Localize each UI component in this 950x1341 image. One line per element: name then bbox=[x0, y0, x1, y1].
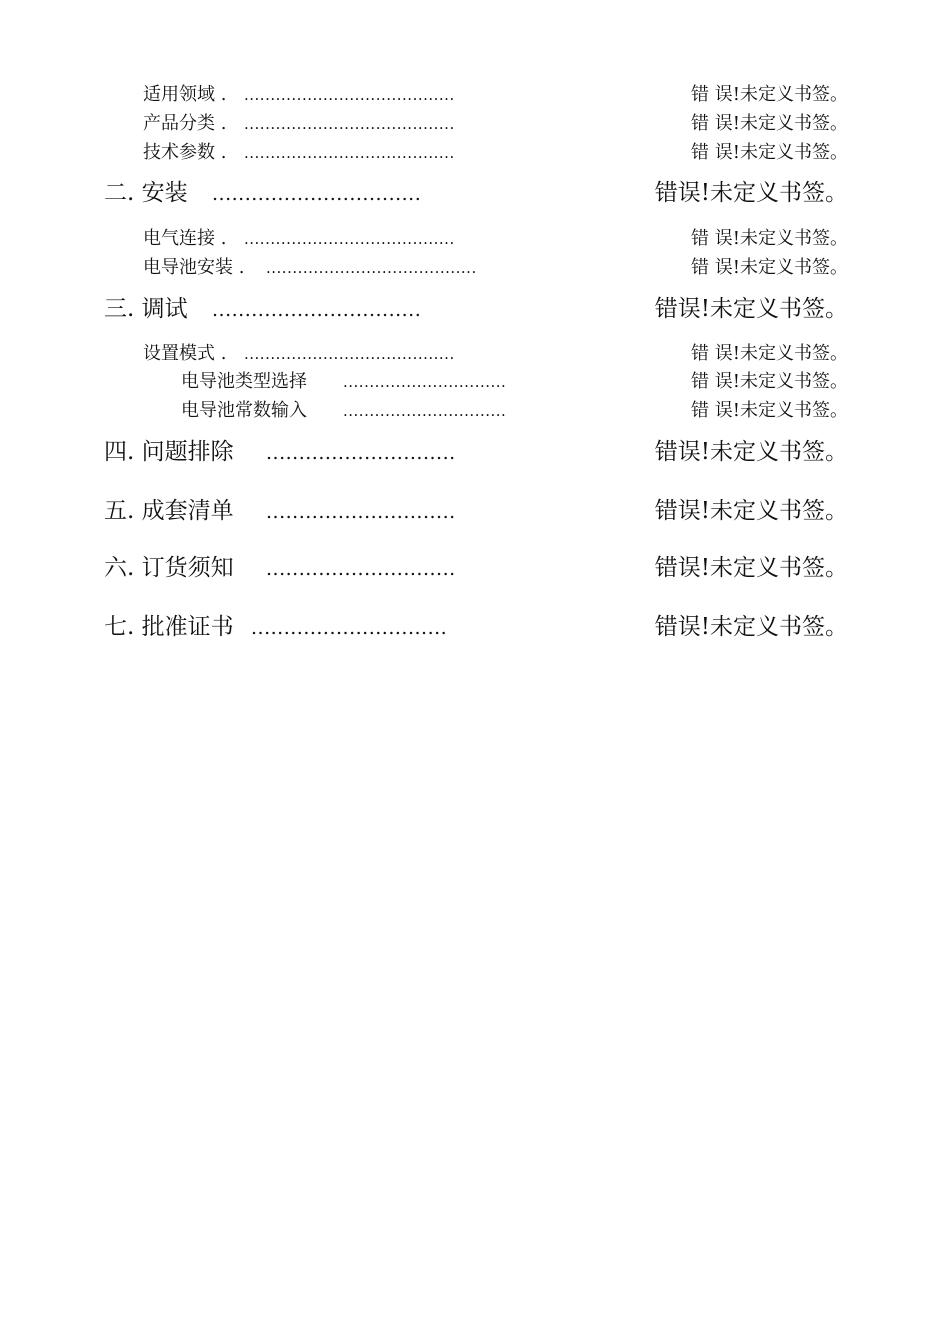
toc-entry-title: 三. 调试 bbox=[104, 296, 188, 322]
toc-chapter-installation[interactable] bbox=[0, 180, 950, 208]
toc-entry-title: 设置模式 . bbox=[143, 343, 227, 364]
toc-leader-dots: ............................... bbox=[343, 375, 507, 390]
toc-entry-cell-constant-input[interactable] bbox=[0, 398, 950, 426]
toc-page-ref: 错 误!未定义书签。 bbox=[691, 142, 848, 163]
toc-leader-dots: ................................ bbox=[212, 185, 422, 204]
toc-entry-title: 电导池类型选择 bbox=[181, 371, 307, 392]
toc-page-ref: 错误!未定义书签。 bbox=[654, 180, 848, 206]
toc-page-ref: 错 误!未定义书签。 bbox=[691, 257, 848, 278]
toc-page-ref: 错误!未定义书签。 bbox=[654, 555, 848, 581]
toc-page-ref: 错 误!未定义书签。 bbox=[691, 343, 848, 364]
toc-entry-title: 适用领域 . bbox=[143, 84, 227, 105]
toc-entry-title: 技术参数 . bbox=[143, 142, 227, 163]
toc-page-ref: 错 误!未定义书签。 bbox=[691, 113, 848, 134]
toc-entry-technical-parameters[interactable] bbox=[0, 140, 950, 168]
toc-entry-title: 六. 订货须知 bbox=[104, 555, 234, 581]
toc-leader-dots: ........................................ bbox=[244, 88, 455, 103]
toc-chapter-commissioning[interactable] bbox=[0, 296, 950, 324]
toc-entry-electrical-connection[interactable] bbox=[0, 226, 950, 254]
toc-entry-title: 五. 成套清单 bbox=[104, 498, 234, 524]
toc-entry-title: 四. 问题排除 bbox=[104, 439, 234, 465]
toc-entry-application-field[interactable] bbox=[0, 82, 950, 110]
toc-leader-dots: ........................................ bbox=[244, 117, 455, 132]
toc-entry-product-category[interactable] bbox=[0, 111, 950, 139]
toc-page-ref: 错 误!未定义书签。 bbox=[691, 84, 848, 105]
toc-leader-dots: ............................. bbox=[266, 560, 456, 579]
toc-leader-dots: ........................................ bbox=[266, 261, 477, 276]
toc-page-ref: 错 误!未定义书签。 bbox=[691, 228, 848, 249]
toc-leader-dots: ........................................ bbox=[244, 232, 455, 247]
toc-entry-title: 电导池安装 . bbox=[143, 257, 245, 278]
toc-entry-cell-installation[interactable] bbox=[0, 255, 950, 283]
toc-chapter-ordering-notes[interactable] bbox=[0, 555, 950, 583]
toc-leader-dots: ............................... bbox=[343, 404, 507, 419]
toc-chapter-package-list[interactable] bbox=[0, 498, 950, 526]
toc-page-ref: 错 误!未定义书签。 bbox=[691, 400, 848, 421]
toc-chapter-approval-certificate[interactable] bbox=[0, 614, 950, 642]
toc-leader-dots: ............................. bbox=[266, 503, 456, 522]
toc-entry-title: 电导池常数输入 bbox=[181, 400, 307, 421]
toc-page-ref: 错误!未定义书签。 bbox=[654, 614, 848, 640]
toc-leader-dots: .............................. bbox=[251, 619, 448, 638]
toc-entry-title: 七. 批准证书 bbox=[104, 614, 234, 640]
toc-entry-setup-mode[interactable] bbox=[0, 341, 950, 369]
toc-entry-cell-type-selection[interactable] bbox=[0, 369, 950, 397]
toc-entry-title: 产品分类 . bbox=[143, 113, 227, 134]
toc-leader-dots: ........................................ bbox=[244, 347, 455, 362]
toc-chapter-troubleshooting[interactable] bbox=[0, 439, 950, 467]
toc-entry-title: 二. 安装 bbox=[104, 180, 188, 206]
toc-page-ref: 错 误!未定义书签。 bbox=[691, 371, 848, 392]
toc-page-ref: 错误!未定义书签。 bbox=[654, 439, 848, 465]
toc-leader-dots: ............................. bbox=[266, 444, 456, 463]
toc-page-ref: 错误!未定义书签。 bbox=[654, 498, 848, 524]
toc-entry-title: 电气连接 . bbox=[143, 228, 227, 249]
toc-leader-dots: ................................ bbox=[212, 301, 422, 320]
toc-page-ref: 错误!未定义书签。 bbox=[654, 296, 848, 322]
toc-leader-dots: ........................................ bbox=[244, 146, 455, 161]
